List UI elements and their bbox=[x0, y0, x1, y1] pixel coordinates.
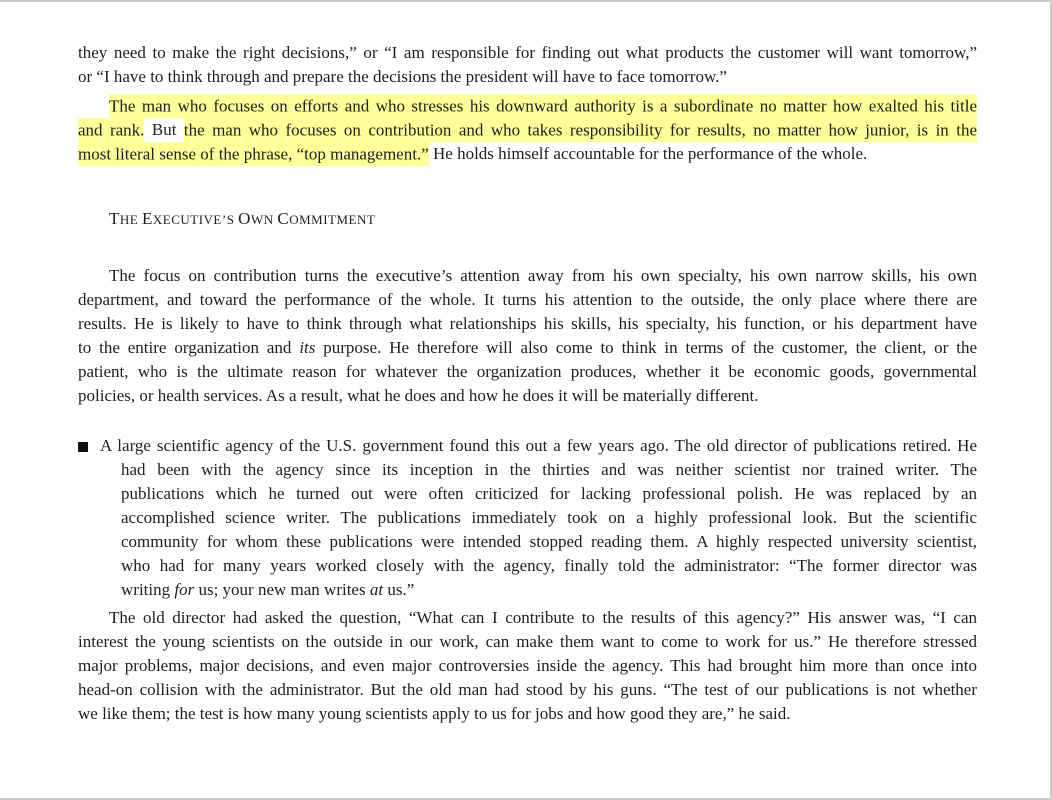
text-segment: purpose. He therefore will also come to think in terms of the customer, the client, or the bbox=[315, 338, 977, 357]
heading-word: OWN bbox=[238, 209, 274, 228]
text-line bbox=[78, 94, 977, 118]
highlighted-paragraph bbox=[78, 94, 977, 166]
italic-emphasis: at bbox=[369, 580, 384, 599]
heading-word: EXECUTIVE’S bbox=[141, 209, 235, 228]
paragraph bbox=[78, 606, 977, 726]
text-segment: writing bbox=[121, 580, 175, 599]
text-line: A large scientific agency of the U.S. government found this out a few years ago. The old director of publications retired. He bbox=[100, 436, 977, 455]
text-line: results. He is likely to have to think through what relationships his skills, his specialty, his function, or his department have bbox=[78, 314, 977, 333]
highlight[interactable]: The man who focuses on efforts and who stresses his downward authority is a subordinate no matter how exalted his title bbox=[109, 94, 977, 118]
italic-emphasis: its bbox=[299, 338, 316, 357]
highlight[interactable]: most literal sense of the phrase, “top management.” bbox=[78, 142, 429, 166]
text-segment: But bbox=[144, 120, 184, 139]
text-line bbox=[78, 336, 977, 360]
text-line: interest the young scientists on the outside in our work, can make them want to come to work for us.” He therefore stressed bbox=[78, 632, 977, 651]
text-line: community for whom these publications were intended stopped reading them. A highly respected university scientist, bbox=[121, 532, 977, 551]
text-line: major problems, major decisions, and even major controversies inside the agency. This had brought him more than once into bbox=[78, 656, 977, 675]
section-heading bbox=[78, 207, 977, 231]
text-line: The old director had asked the question, “What can I contribute to the results of this agency?” His answer was, “I can bbox=[109, 608, 977, 627]
bullet-list-item bbox=[78, 434, 977, 602]
text-line: patient, who is the ultimate reason for whatever the organization produces, whether it be economic goods, governmental bbox=[78, 362, 977, 381]
text-line: we like them; the test is how many young scientists apply to us for jobs and how good they are,” he said. bbox=[78, 704, 791, 723]
text-line: they need to make the right decisions,” or “I am responsible for finding out what products the customer will want tomorrow,” bbox=[78, 43, 977, 62]
text-line: head-on collision with the administrator. But the old man had stood by his guns. “The test of our publications is not whether bbox=[78, 680, 977, 699]
heading-word: THE bbox=[109, 209, 139, 228]
text-line: who had for many years worked closely with the agency, finally told the administrator: “The former director was bbox=[121, 556, 977, 575]
paragraph bbox=[78, 41, 977, 89]
paragraph bbox=[78, 264, 977, 408]
highlight[interactable]: and rank. bbox=[78, 118, 144, 142]
text-line: policies, or health services. As a result, what he does and how he does it will be materially different. bbox=[78, 386, 759, 405]
page-text bbox=[78, 0, 977, 800]
text-line: The focus on contribution turns the executive’s attention away from his own specialty, his own narrow skills, his own bbox=[109, 266, 977, 285]
text-segment: He holds himself accountable for the performance of the whole. bbox=[428, 144, 868, 163]
heading-word: COMMITMENT bbox=[277, 209, 376, 228]
square-bullet-icon bbox=[78, 442, 88, 452]
text-line: had been with the agency since its inception in the thirties and was neither scientist nor trained writer. The bbox=[121, 460, 977, 479]
text-segment: to the entire organization and bbox=[78, 338, 300, 357]
text-segment: us; your new man writes bbox=[194, 580, 370, 599]
text-line: department, and toward the performance of the whole. It turns his attention to the outside, the only place where there are bbox=[78, 290, 977, 309]
text-line: publications which he turned out were often criticized for lacking professional polish. He was replaced by an bbox=[121, 484, 977, 503]
italic-emphasis: for bbox=[174, 580, 195, 599]
text-segment: us.” bbox=[383, 580, 415, 599]
text-line bbox=[78, 142, 977, 166]
text-line bbox=[78, 118, 977, 142]
text-line: or “I have to think through and prepare the decisions the president will have to face tomorrow.” bbox=[78, 67, 727, 86]
text-line bbox=[78, 578, 977, 602]
text-line: accomplished science writer. The publications immediately took on a highly professional look. But the scientific bbox=[121, 508, 977, 527]
highlight[interactable]: the man who focuses on contribution and who takes responsibility for results, no matter how junior, is in the bbox=[184, 118, 977, 142]
